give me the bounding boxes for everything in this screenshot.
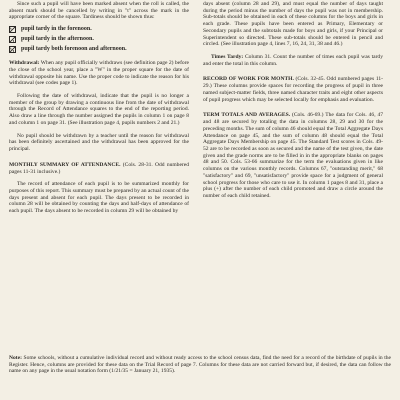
footnote-text: Some schools, without a cumulative individual record and without ready access to the school census data, find the need for a record of the birthdate of pupils in the Register. Hence, columns are provided for these data on the Trial Record of page 7. Columns for these data are not carried forward but, if desired, the data can follow the name on any page in the usual notation form (1/21/35 = January 21, 1935). (9, 355, 391, 375)
monthly-summary-section (9, 162, 189, 175)
legend-label-afternoon: pupil tardy in the afternoon. (21, 35, 94, 42)
tardy-afternoon-icon (9, 36, 16, 43)
record-of-work-heading: RECORD OF WORK FOR MONTH. (203, 76, 294, 83)
term-totals-heading: TERM TOTALS AND AVERAGES. (203, 112, 291, 119)
times-tardy-text: Column 31. Count the number of times each pupil was tardy and enter the total in this column. (203, 54, 383, 67)
record-of-work-section (203, 76, 383, 103)
right-column (203, 1, 383, 200)
tardiness-legend (9, 24, 189, 54)
monthly-summary-cols: (Cols. 28-31. Odd numbered pages 11-31 inclusive.) (9, 161, 190, 175)
term-totals-text: The data for Cols. 46, 47 and 48 are secured by totaling the data in columns 28, 29 and 30 for the preceding months. The sum of column 46 should equal the Total Aggregate Days Attendance on page 45, and the sum of column 48 should equal the Total Aggregate Days Membership on page 45. The Standard Test scores in Cols. 49-52 are to be recorded as soon as secured and the name of the test given, the date given and the grade norms are to be filled in in the appropriate blanks on pages 48 and 50. Cols. 53-66 summarize for the term the evaluations given in like columns on the various monthly records. Columns 67, "outstanding merit," 68 "satisfactory" and 69, "unsatisfactory" provide space for a judgment of general school progress for those who care to use it. In column 1 pages 8 and 31, place a plus (+) after the number of each child promoted and draw a circle around the number of each child retained. (203, 112, 384, 199)
legend-row-forenoon (9, 24, 189, 34)
left-column (9, 1, 189, 215)
times-tardy-heading: Times Tardy: (211, 54, 244, 61)
withdrawal-paragraph-2: Following the date of withdrawal, indicate that the pupil is no longer a member of the group by drawing a continuous line from the date of withdrawal through the Record of Attendance squares to the end of the reporting period. Also draw a line through the number assigned the pupils in column 1 on page 8 and column 1 on page 31. (See illustration page 4, pupils numbers 2 and 21.) (9, 93, 189, 126)
withdrawal-section (9, 60, 189, 87)
legend-row-afternoon (9, 34, 189, 44)
svg-text:t: t (10, 46, 12, 51)
footnote-label: Note: (9, 355, 22, 361)
tardy-forenoon-icon (9, 26, 16, 33)
svg-text:t: t (12, 48, 15, 52)
withdrawal-text: When any pupil officially withdraws (see definition page 2) before the close of the school year, place a "W" in the proper square for the date of withdrawal opposite his name. Use the proper code to indicate the reason for his withdrawal (see codes page 1). (9, 60, 189, 87)
term-totals-cols: (Cols. 46-69.) (290, 112, 324, 119)
withdrawal-heading: Withdrawal: (9, 60, 40, 67)
monthly-summary-paragraph: The record of attendance of each pupil is to be summarized monthly for purposes of this report. This summary must be prepared by an actual count of the days present and absent for each pupil. The days present to be recorded in column 28 will be obtained by counting the days and half-days of attendance of each pupil. The days absent to be recorded in column 29 will be obtained by (9, 181, 189, 215)
tardy-both-icon (9, 46, 16, 53)
footnote (9, 355, 391, 375)
times-tardy-section (203, 54, 383, 67)
svg-text:t: t (10, 26, 12, 31)
record-of-work-text: These columns provide spaces for recording the progress of pupil in three named subject-matter fields, three named character traits and eight other aspects of pupil progress which may be selected locally for emphasis and evaluation. (203, 83, 383, 103)
subtotals-paragraph: days absent (column 28 and 29), and must equal the number of days taught during the period minus the number of days the pupil was not in membership. Sub-totals should be obtained in each of these columns for the boys and girls in each grade. These pupils have been entered as Primary, Elementary or Secondary pupils and the subtotals made for boys and girls, if your Principal or Superintendent so directed. These sub-totals should be entered in pencil and circled. (See illustration page 4, lines 7, 16, 24, 31, 38 and 46.) (203, 1, 383, 48)
legend-label-forenoon: pupil tardy in the forenoon. (21, 25, 92, 32)
legend-label-both: pupil tardy both forenoon and afternoon. (21, 45, 127, 52)
monthly-summary-heading: MONTHLY SUMMARY OF ATTENDANCE. (9, 161, 121, 168)
withdrawal-paragraph-3: No pupil should be withdrawn by a teacher until the reason for withdrawal has been definitely ascertained and the withdrawal has been approved for the principal. (9, 132, 189, 153)
record-of-work-cols: (Cols. 32-45. Odd numbered pages 11-29.) (203, 76, 384, 90)
svg-text:t: t (12, 38, 15, 42)
term-totals-section (203, 112, 383, 199)
legend-row-both (9, 44, 189, 54)
tardiness-intro: Since such a pupil will have been marked absent when the roll is called, the absent mark should be cancelled by writing in "t" across the mark in the appropriate corner of the square. Tardiness should be shown thus: (9, 1, 189, 21)
